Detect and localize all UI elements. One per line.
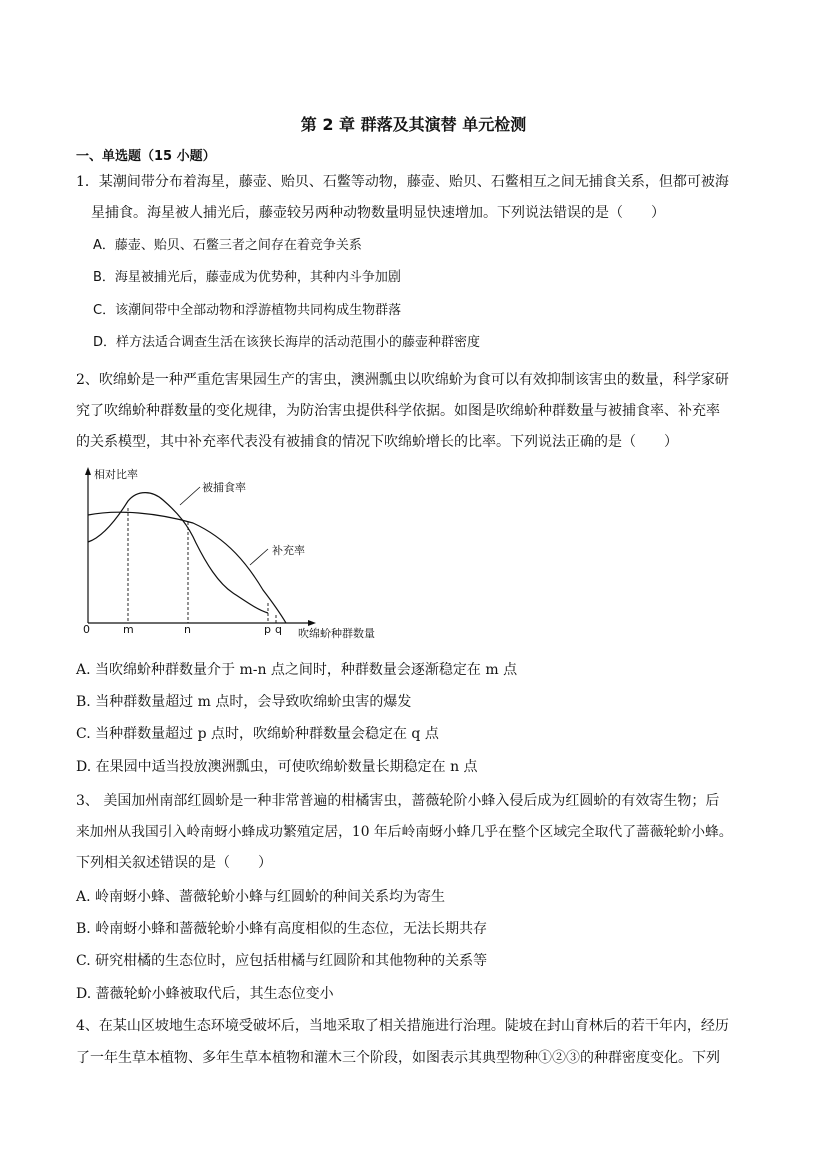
q1-stem-line1: 1．某潮间带分布着海星，藤壶、贻贝、石鳖等动物，藤壶、贻贝、石鳖相互之间无捕食关系，但都可被海: [76, 174, 729, 190]
y-axis-label: 相对比率: [94, 468, 138, 481]
q1-option-b: B．海星被捕光后，藤壶成为优势种，其种内斗争加剧: [93, 270, 401, 285]
q3-option-b: B. 岭南蚜小蜂和蔷薇轮蚧小蜂有高度相似的生态位，无法长期共存: [76, 921, 488, 937]
q3-option-c: C. 研究柑橘的生态位时，应包括柑橘与红圆阶和其他物种的关系等: [76, 953, 488, 969]
q1-option-a: A．藤壶、贻贝、石鳖三者之间存在着竞争关系: [93, 238, 362, 253]
x-axis-arrow-icon: [308, 620, 316, 626]
legend-predation-rate: 被捕食率: [202, 481, 246, 494]
q3-stem-line3: 下列相关叙述错误的是（ ）: [76, 855, 272, 871]
x-tick-0: 0: [83, 623, 90, 636]
page-title: 第 2 章 群落及其演替 单元检测: [300, 115, 527, 134]
x-axis-label: 吹绵蚧种群数量: [298, 627, 375, 640]
q1-option-d: D．样方法适合调查生活在该狭长海岸的活动范围小的藤壶种群密度: [93, 335, 481, 350]
legend-replenish-rate: 补充率: [272, 544, 305, 557]
q1-option-c: C．该潮间带中全部动物和浮游植物共同构成生物群落: [93, 303, 402, 318]
q3-option-d: D. 蔷薇轮蚧小蜂被取代后，其生态位变小: [76, 986, 334, 1002]
section-heading: 一、单选题（15 小题）: [76, 149, 216, 164]
q2-stem-line3: 的关系模型，其中补充率代表没有被捕食的情况下吹绵蚧增长的比率。下列说法正确的是（ ）: [76, 434, 678, 450]
series-replenish-rate-curve: [88, 512, 286, 623]
series-predation-rate-curve: [88, 493, 268, 613]
label-leader-predation: [180, 487, 200, 505]
y-axis-arrow-icon: [85, 467, 91, 475]
population-ratio-chart: [78, 465, 408, 643]
q2-option-d: D. 在果园中适当投放澳洲瓢虫，可使吹绵蚧数量长期稳定在 n 点: [76, 759, 478, 775]
q3-stem-line1: 3、 美国加州南部红圆蚧是一种非常普遍的柑橘害虫，蔷薇轮阶小蜂入侵后成为红圆蚧的有效寄生物；后: [76, 793, 720, 809]
q2-option-a: A. 当吹绵蚧种群数量介于 m-n 点之间时，种群数量会逐渐稳定在 m 点: [76, 662, 518, 678]
x-tick-n: n: [184, 623, 191, 636]
label-leader-replenish: [250, 549, 268, 565]
q2-stem-line1: 2、吹绵蚧是一种严重危害果园生产的害虫，澳洲瓢虫以吹绵蚧为食可以有效抑制该害虫的数量，科学家研: [76, 372, 729, 388]
q4-stem-line2: 了一年生草本植物、多年生草本植物和灌木三个阶段，如图表示其典型物种①②③的种群密度变化。下列: [76, 1050, 720, 1066]
q2-stem-line2: 究了吹绵蚧种群数量的变化规律，为防治害虫提供科学依据。如图是吹绵蚧种群数量与被捕食率、补充率: [76, 403, 720, 419]
q3-stem-line2: 来加州从我国引入岭南蚜小蜂成功繁殖定居，10 年后岭南蚜小蜂几乎在整个区域完全取代了蔷薇轮蚧小蜂。: [76, 824, 733, 840]
x-tick-p: p: [264, 623, 271, 636]
x-tick-q: q: [275, 623, 282, 636]
q1-stem-line2: 星捕食。海星被人捕光后，藤壶较另两种动物数量明显快速增加。下列说法错误的是（ ）: [91, 205, 665, 221]
x-tick-m: m: [123, 623, 134, 636]
q3-option-a: A. 岭南蚜小蜂、蔷薇轮蚧小蜂与红圆蚧的种间关系均为寄生: [76, 889, 446, 905]
q2-option-c: C. 当种群数量超过 p 点时，吹绵蚧种群数量会稳定在 q 点: [76, 726, 439, 742]
q2-option-b: B. 当种群数量超过 m 点时，会导致吹绵蚧虫害的爆发: [76, 694, 412, 710]
q4-stem-line1: 4、在某山区坡地生态环境受破坏后，当地采取了相关措施进行治理。陡坡在封山育林后的若干年内，经历: [76, 1018, 729, 1034]
